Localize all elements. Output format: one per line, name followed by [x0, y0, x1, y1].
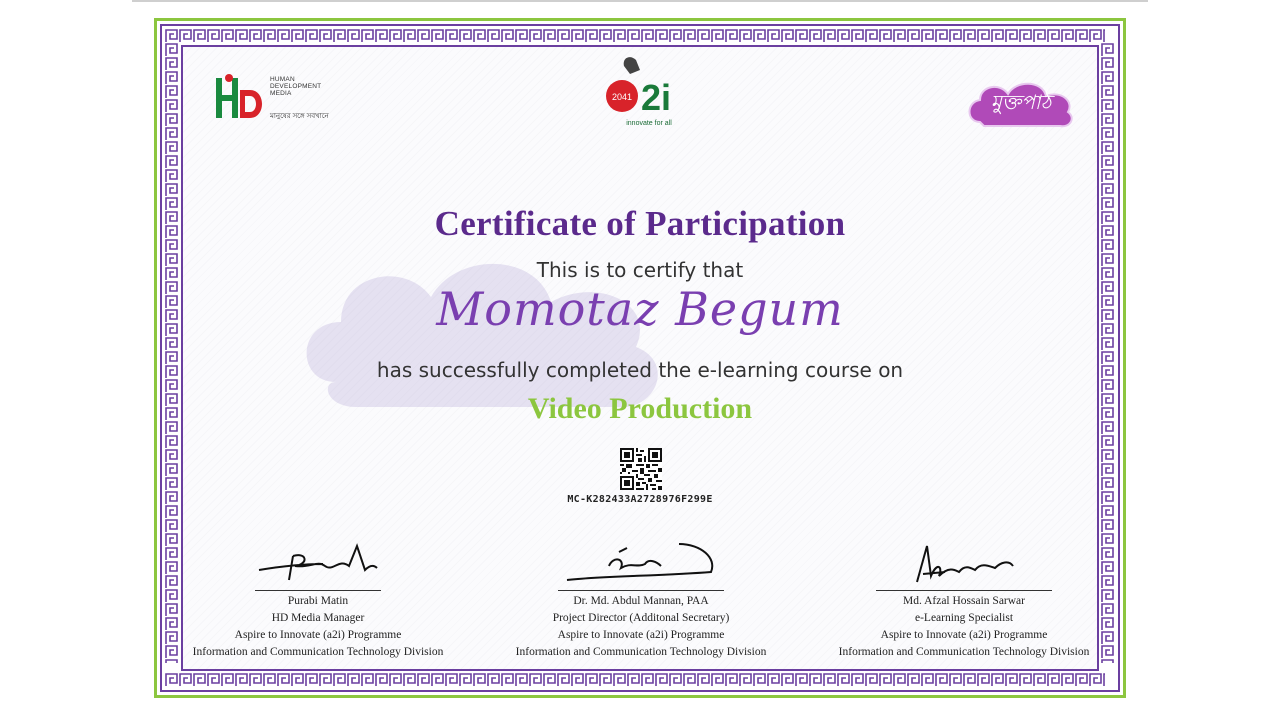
hd-media-logo — [212, 70, 332, 126]
signature-2-image — [561, 536, 721, 590]
signature-1-image — [253, 536, 383, 590]
signatory-3-details — [814, 593, 1114, 661]
a2i-logo — [600, 52, 686, 132]
qr-code-icon — [620, 448, 662, 490]
signature-3-line — [876, 590, 1052, 591]
signatory-1-org: Aspire to Innovate (a2i) Programme — [234, 629, 402, 641]
hd-logo-text: HUMAN DEVELOPMENT MEDIA — [270, 76, 322, 97]
muktopaath-logo — [966, 78, 1076, 130]
hd-logo-bangla-tagline: মানুষের সঙ্গে সবখানে — [270, 113, 329, 120]
signatory-2-title: Project Director (Additonal Secretary) — [552, 612, 730, 624]
greek-key-border-top — [165, 29, 1115, 43]
signatory-3 — [814, 536, 1114, 661]
svg-text:2i: 2i — [640, 77, 672, 118]
page-top-divider — [132, 0, 1148, 2]
signature-1-line — [255, 590, 381, 591]
greek-key-border-bottom — [165, 673, 1115, 687]
signatory-1 — [168, 536, 468, 661]
hd-logo-icon — [212, 70, 268, 126]
signatory-2-name: Dr. Md. Abdul Mannan, PAA — [573, 595, 709, 607]
certificate-id: MC-K282433A2728976F299E — [567, 494, 713, 505]
recipient-name: Momotaz Begum — [436, 282, 844, 336]
certificate-title: Certificate of Participation — [434, 204, 846, 243]
certify-statement: This is to certify that — [536, 258, 744, 282]
signatory-3-title: e-Learning Specialist — [914, 612, 1014, 624]
signatory-1-name: Purabi Matin — [287, 595, 349, 607]
signature-3-image — [909, 536, 1019, 590]
signatory-1-title: HD Media Manager — [271, 612, 365, 624]
course-name: Video Production — [527, 392, 753, 425]
signatory-2-division: Information and Communication Technology Division — [515, 646, 767, 658]
signatory-1-details — [168, 593, 468, 661]
signatory-3-name: Md. Afzal Hossain Sarwar — [902, 595, 1025, 607]
a2i-bird-logo-icon — [600, 52, 686, 118]
signatory-2 — [491, 536, 791, 661]
muktopaath-wordmark: মুক্তপাঠ — [990, 90, 1052, 114]
signatory-2-details — [491, 593, 791, 661]
completion-statement: has successfully completed the e-learning course on — [376, 358, 904, 382]
signature-2-line — [558, 590, 724, 591]
svg-text:2041: 2041 — [611, 92, 633, 102]
signatory-2-org: Aspire to Innovate (a2i) Programme — [557, 629, 725, 641]
signatory-3-org: Aspire to Innovate (a2i) Programme — [880, 629, 1048, 641]
signatory-3-division: Information and Communication Technology Division — [838, 646, 1090, 658]
signatory-1-division: Information and Communication Technology Division — [192, 646, 444, 658]
a2i-tagline: innovate for all — [626, 120, 672, 127]
